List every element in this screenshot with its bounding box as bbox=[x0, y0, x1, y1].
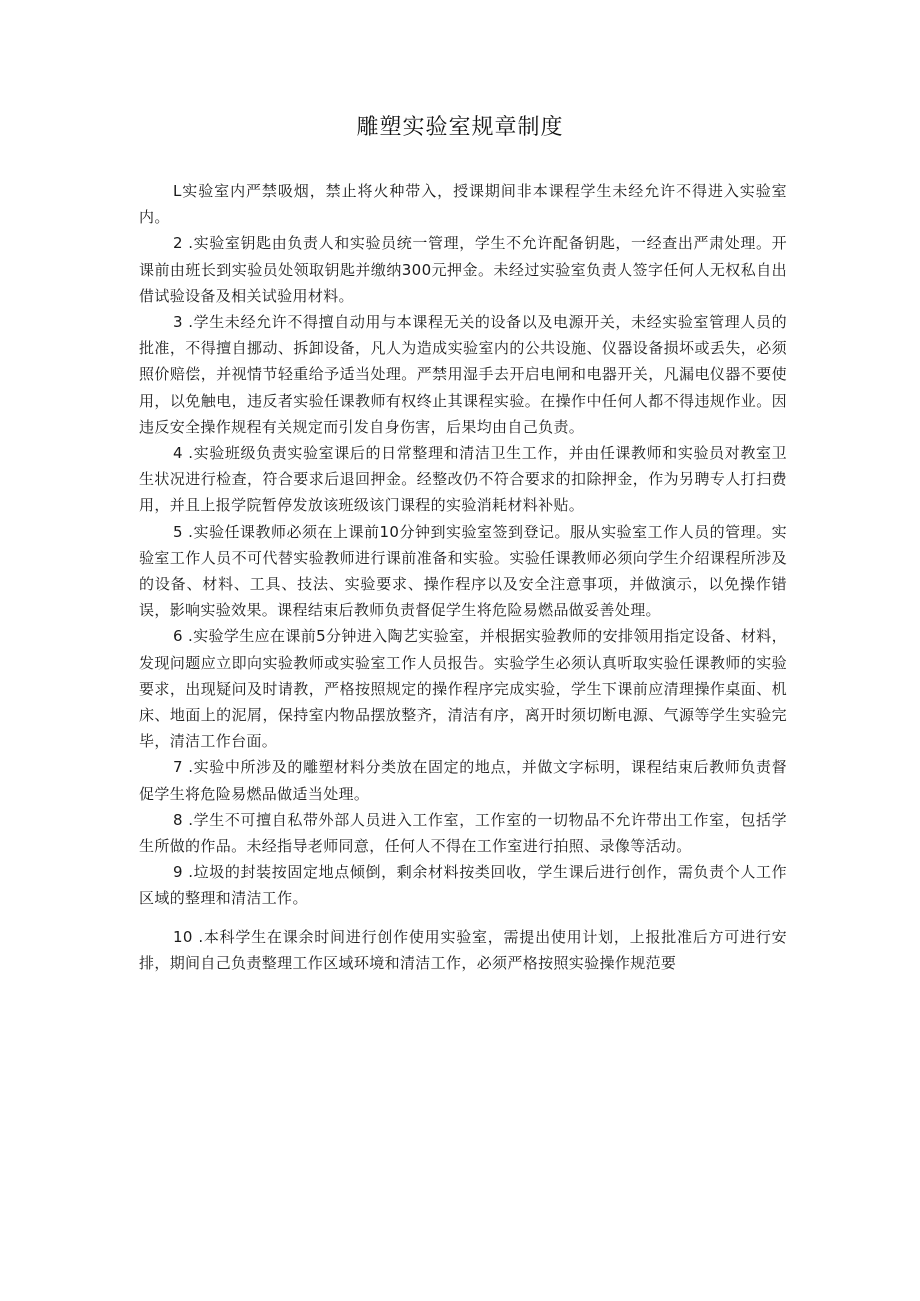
rule-paragraph-1: L实验室内严禁吸烟，禁止将火种带入，授课期间非本课程学生未经允许不得进入实验室内。 bbox=[139, 182, 787, 227]
rule-paragraph-2: 2 .实验室钥匙由负责人和实验员统一管理，学生不允许配备钥匙，一经查出严肃处理。开课前由班长到实验员处领取钥匙并缴纳300元押金。未经过实验室负责人签字任何人无权私自出借试验设备及相关试验用材料。 bbox=[139, 234, 787, 305]
page-title: 雕塑实验室规章制度 bbox=[356, 115, 564, 140]
document-body bbox=[139, 178, 787, 976]
rule-paragraph-4: 4 .实验班级负责实验室课后的日常整理和清洁卫生工作，并由任课教师和实验员对教室卫生状况进行检查，符合要求后退回押金。经整改仍不符合要求的扣除押金，作为另聘专人打扫费用，并且上报学院暂停发放该班级该门课程的实验消耗材料补贴。 bbox=[139, 444, 787, 515]
rule-paragraph-3: 3 .学生未经允许不得擅自动用与本课程无关的设备以及电源开关，未经实验室管理人员的批准，不得擅自挪动、拆卸设备，凡人为造成实验室内的公共设施、仪器设备损坏或丢失，必须照价赔偿，并视情节轻重给予适当处理。严禁用湿手去开启电闸和电器开关，凡漏电仪器不要使用，以免触电，违反者实验任课教师有权终止其课程实验。在操作中任何人都不得违规作业。因违反安全操作规程有关规定而引发自身伤害，后果均由自己负责。 bbox=[139, 313, 787, 436]
rule-paragraph-9: 9 .垃圾的封装按固定地点倾倒，剩余材料按类回收，学生课后进行创作，需负责个人工作区域的整理和清洁工作。 bbox=[139, 863, 787, 908]
rule-paragraph-7: 7 .实验中所涉及的雕塑材料分类放在固定的地点，并做文字标明，课程结束后教师负责督促学生将危险易燃品做适当处理。 bbox=[139, 758, 787, 803]
rule-paragraph-10: 10 .本科学生在课余时间进行创作使用实验室，需提出使用计划，上报批准后方可进行安排，期间自己负责整理工作区域环境和清洁工作，必须严格按照实验操作规范要 bbox=[139, 927, 787, 972]
rule-paragraph-5: 5 .实验任课教师必须在上课前10分钟到实验室签到登记。服从实验室工作人员的管理。实验室工作人员不可代替实验教师进行课前准备和实验。实验任课教师必须向学生介绍课程所涉及的设备、材料、工具、技法、实验要求、操作程序以及安全注意事项，并做演示，以免操作错误，影响实验效果。课程结束后教师负责督促学生将危险易燃品做妥善处理。 bbox=[139, 522, 787, 620]
rule-paragraph-8: 8 .学生不可擅自私带外部人员进入工作室，工作室的一切物品不允许带出工作室，包括学生所做的作品。未经指导老师同意，任何人不得在工作室进行拍照、录像等活动。 bbox=[139, 810, 787, 856]
rule-paragraph-6: 6 .实验学生应在课前5分钟进入陶艺实验室，并根据实验教师的安排领用指定设备、材料，发现问题应立即向实验教师或实验室工作人员报告。实验学生必须认真听取实验任课教师的实验要求，出现疑问及时请教，严格按照规定的操作程序完成实验，学生下课前应清理操作桌面、机床、地面上的泥屑，保持室内物品摆放整齐，清洁有序，离开时须切断电源、气源等学生实验完毕，清洁工作台面。 bbox=[139, 627, 787, 751]
